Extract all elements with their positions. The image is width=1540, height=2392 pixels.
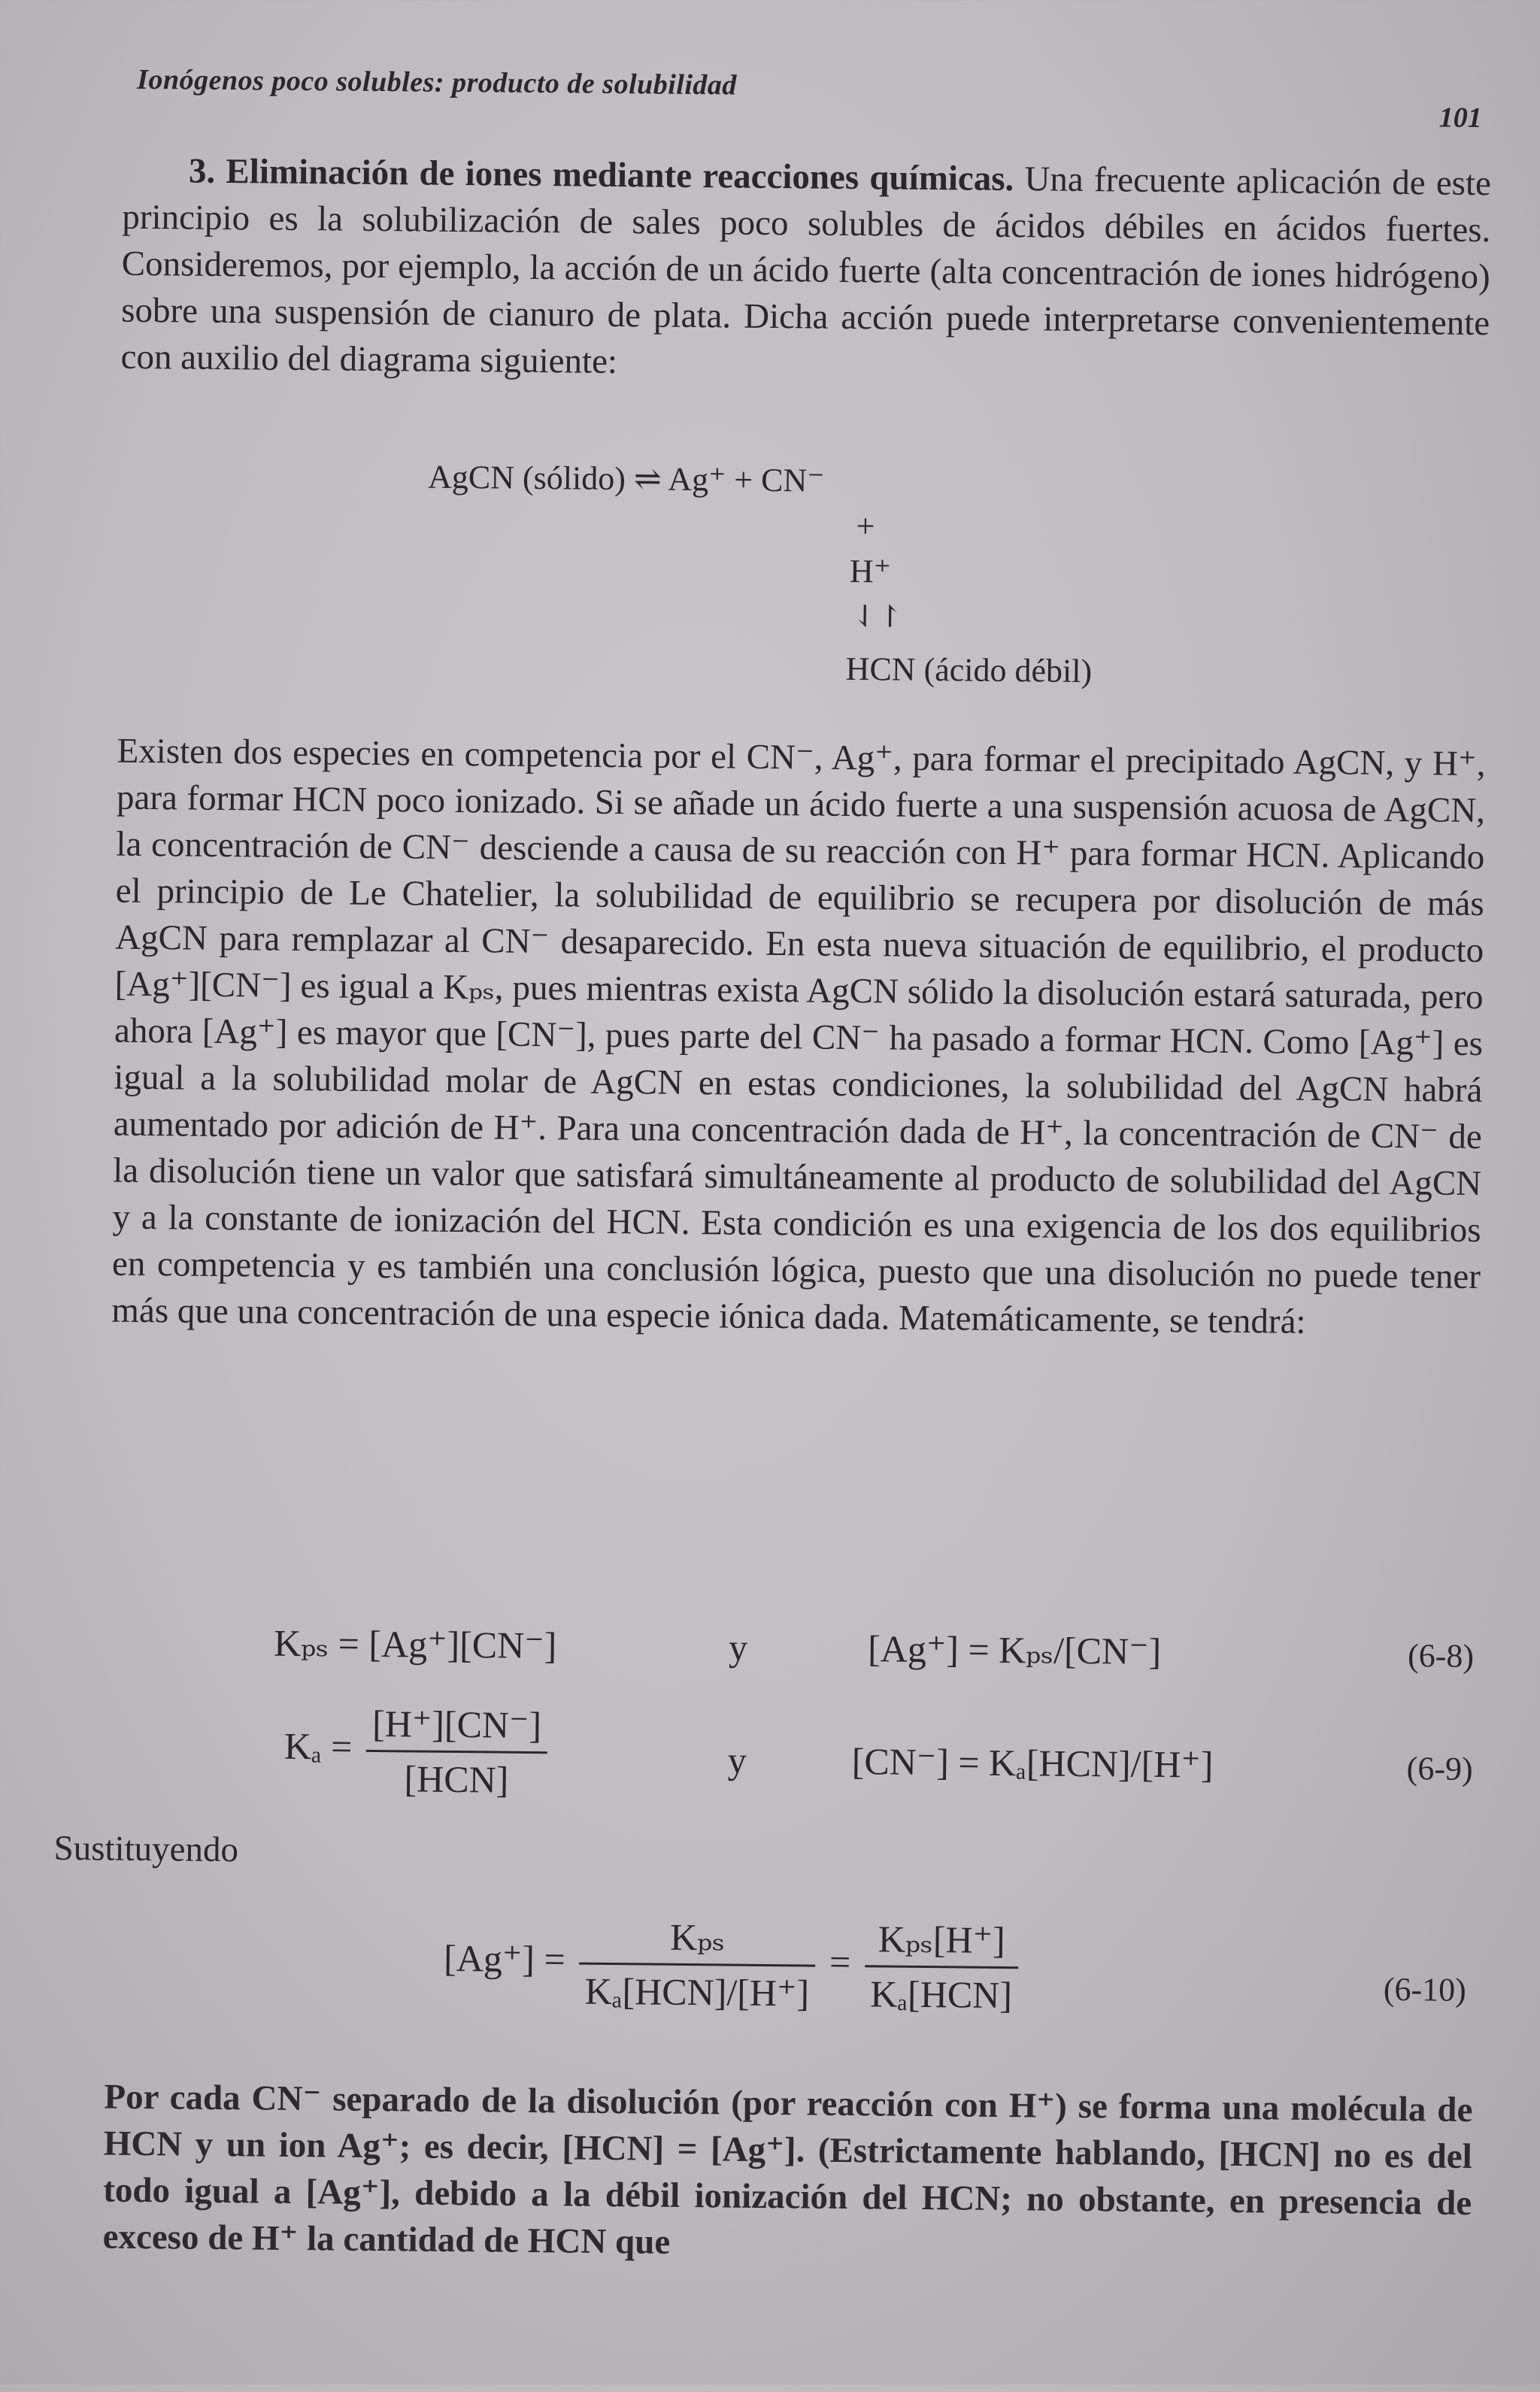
equation-6-10-fraction-1 bbox=[579, 1915, 817, 2015]
fraction-denominator: Kₐ[HCN]/[H⁺] bbox=[584, 1969, 810, 2015]
diagram-plus: + bbox=[856, 508, 875, 545]
diagram-equilibrium-arrow: ⇃↾ bbox=[852, 599, 903, 634]
equation-6-10-lhs: [Ag⁺] = bbox=[443, 1936, 565, 1981]
equation-6-9-fraction bbox=[365, 1702, 547, 1802]
body-paragraph: Por cada CN⁻ separado de la disolución (por reacción con H⁺) se forma una molécula de HCN y un ion Ag⁺; es decir, [HCN] = [Ag⁺]. (Estrictamente hablando, [HCN] no es del todo igual a [Ag⁺], debido a la débil ionización del HCN; no obstante, en presencia de exceso de H⁺ la cantidad de HCN que bbox=[102, 2077, 1473, 2262]
equation-number: (6-10) bbox=[1383, 1970, 1467, 2008]
equation-6-8-conjunction: y bbox=[728, 1626, 748, 1669]
diagram-dissolution: AgCN (sólido) ⇌ Ag⁺ + CN⁻ bbox=[427, 458, 825, 499]
equation-6-9-lhs: Kₐ = bbox=[283, 1724, 353, 1768]
equation-number: (6-9) bbox=[1406, 1750, 1473, 1788]
fraction-numerator: [H⁺][CN⁻] bbox=[366, 1702, 548, 1754]
section-intro: Una frecuente aplicación de este principio es la solubilización de sales poco solubles de ácidos débiles en ácidos fuertes. Consideremos, por ejemplo, la acción de un ácido fuerte (alta concentración de iones hidrógeno) sobre una suspensión de cianuro de plata. Dicha acción puede interpretarse convenientemente con auxilio del diagrama siguiente: bbox=[120, 159, 1492, 381]
substituting-label: Sustituyendo bbox=[53, 1828, 239, 1870]
equation-6-10-fraction-2 bbox=[864, 1917, 1019, 2017]
running-title: Ionógenos poco solubles: producto de solubilidad bbox=[136, 63, 738, 102]
section-heading: 3. Eliminación de iones mediante reacciones químicas. bbox=[188, 151, 1014, 199]
equation-6-10 bbox=[444, 1913, 1023, 2017]
section-paragraph bbox=[120, 147, 1491, 393]
diagram-hydrogen-ion: H⁺ bbox=[849, 552, 892, 590]
diagram-product: HCN (ácido débil) bbox=[845, 650, 1093, 690]
body-paragraph: Existen dos especies en competencia por el CN⁻, Ag⁺, para formar el precipitado AgCN, y H⁺, para formar HCN poco ionizado. Si se añade un ácido fuerte a una suspensión acuosa de AgCN, la concentración de CN⁻ desciende a causa de su reacción con H⁺ para formar HCN. Aplicando el principio de Le Chatelier, la solubilidad de equilibrio se recupera por disolución de más AgCN para remplazar al CN⁻ desaparecido. En esta nueva situación de equilibrio, el producto [Ag⁺][CN⁻] es igual a Kₚₛ, pues mientras exista AgCN sólido la disolución estará saturada, pero ahora [Ag⁺] es mayor que [CN⁻], pues parte del CN⁻ ha pasado a formar HCN. Como [Ag⁺] es igual a la solubilidad molar de AgCN en estas condiciones, la solubilidad del AgCN habrá aumentado por adición de H⁺. Para una concentración dada de H⁺, la concentración de CN⁻ de la disolución tiene un valor que satisfará simultáneamente al producto de solubilidad del AgCN y a la constante de ionización del HCN. Esta condición es una exigencia de los dos equilibrios en competencia y es también una conclusión lógica, puesto que una disolución no puede tener más que una concentración de una especie iónica dada. Matemáticamente, se tendrá: bbox=[111, 731, 1486, 1342]
equals-sign: = bbox=[829, 1940, 851, 1984]
equation-6-8-right: [Ag⁺] = Kₚₛ/[CN⁻] bbox=[867, 1627, 1162, 1673]
fraction-numerator: Kₚₛ bbox=[579, 1915, 816, 1967]
equation-6-8-left: Kₚₛ = [Ag⁺][CN⁻] bbox=[273, 1621, 557, 1667]
fraction-denominator: [HCN] bbox=[404, 1757, 509, 1801]
equation-6-9-left bbox=[283, 1701, 552, 1802]
equation-6-9-right: [CN⁻] = Kₐ[HCN]/[H⁺] bbox=[851, 1740, 1214, 1786]
fraction-numerator: Kₚₛ[H⁺] bbox=[865, 1917, 1019, 1969]
fraction-denominator: Kₐ[HCN] bbox=[870, 1972, 1013, 2017]
equation-number: (6-8) bbox=[1407, 1637, 1475, 1675]
equation-6-9-conjunction: y bbox=[727, 1739, 747, 1781]
page-number: 101 bbox=[1438, 102, 1482, 135]
